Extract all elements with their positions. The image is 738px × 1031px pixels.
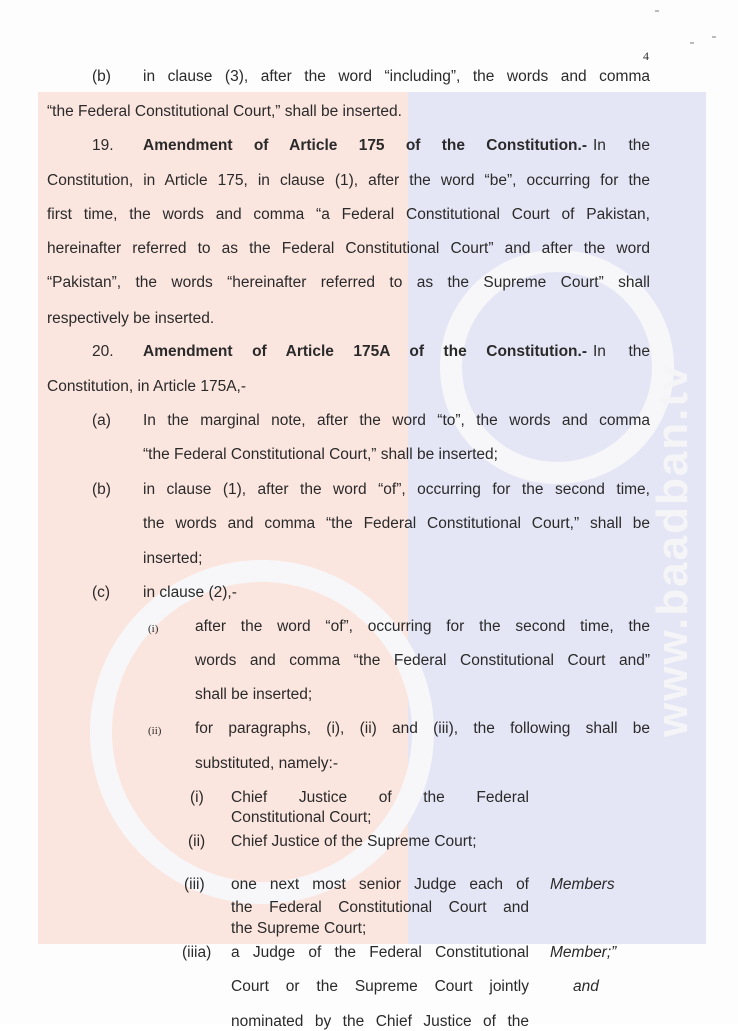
subclause-label: (i) [148,623,159,635]
subclause-label: (ii) [148,725,162,737]
clause-text: “the Federal Constitutional Court,” shall be inserted; [143,446,498,463]
paragraph-side-note: and [573,978,599,995]
section-text: In the [593,137,650,154]
subclause-text: after the word “of”, occurring for the second time, the [195,618,650,635]
paragraph-text: Chief Justice of the Supreme Court; [231,833,477,850]
paragraph-side-note: Members [550,876,615,893]
clause-text: “the Federal Constitutional Court,” shall be inserted. [47,103,402,120]
paragraph-text: one next most senior Judge each of [231,876,529,893]
paragraph-text: the Federal Constitutional Court and [231,899,529,916]
clause-label: (b) [92,68,111,85]
paragraph-text: a Judge of the Federal Constitutional [231,944,529,961]
subclause-text: substituted, namely:- [195,755,339,772]
paragraph-text: Constitutional Court; [231,809,372,826]
watermark-url: www.baadban.tv [648,363,697,737]
section-heading: Amendment of Article 175 of the Constitution.- [143,137,587,154]
subclause-text: words and comma “the Federal Constitutional Court and” [195,652,650,669]
paragraph-label: (iii) [184,876,205,893]
paragraph-text: Court or the Supreme Court jointly [231,978,529,995]
scan-speck [690,42,694,44]
section-text: respectively be inserted. [47,310,215,327]
clause-text: In the marginal note, after the word “to”, the words and comma [143,412,650,429]
clause-text: in clause (1), after the word “of”, occurring for the second time, [143,481,650,498]
scan-speck [655,10,659,12]
paragraph-label: (i) [190,789,204,806]
clause-label: (c) [92,584,111,601]
section-text: “Pakistan”, the words “hereinafter referred to as the Supreme Court” shall [47,274,650,291]
paragraph-text: nominated by the Chief Justice of the [231,1013,529,1030]
section-text: hereinafter referred to as the Federal Constitutional Court” and after the word [47,240,650,257]
scan-speck [712,36,716,38]
section-text: In the [593,343,650,360]
section-text: Constitution, in Article 175A,- [47,378,247,395]
clause-text: in clause (2),- [143,584,237,601]
clause-label: (b) [92,481,111,498]
paragraph-label: (iiia) [182,944,212,961]
section-text: Constitution, in Article 175, in clause (1), after the word “be”, occurring for the [47,172,650,189]
paragraph-text: Chief Justice of the Federal [231,789,529,806]
paragraph-side-note: Member;” [550,944,617,961]
paragraph-text: the Supreme Court; [231,920,367,937]
subclause-text: shall be inserted; [195,686,313,703]
section-text: first time, the words and comma “a Federal Constitutional Court of Pakistan, [47,206,650,223]
paragraph-label: (ii) [188,833,206,850]
subclause-text: for paragraphs, (i), (ii) and (iii), the following shall be [195,720,650,737]
clause-label: (a) [92,412,111,429]
section-number: 19. [92,137,114,154]
clause-text: in clause (3), after the word “including”, the words and comma [143,68,650,85]
clause-text: inserted; [143,550,203,567]
section-number: 20. [92,343,114,360]
page-number: 4 [643,49,649,63]
section-heading: Amendment of Article 175A of the Constitution.- [143,343,587,360]
clause-text: the words and comma “the Federal Constitutional Court,” shall be [143,515,650,532]
